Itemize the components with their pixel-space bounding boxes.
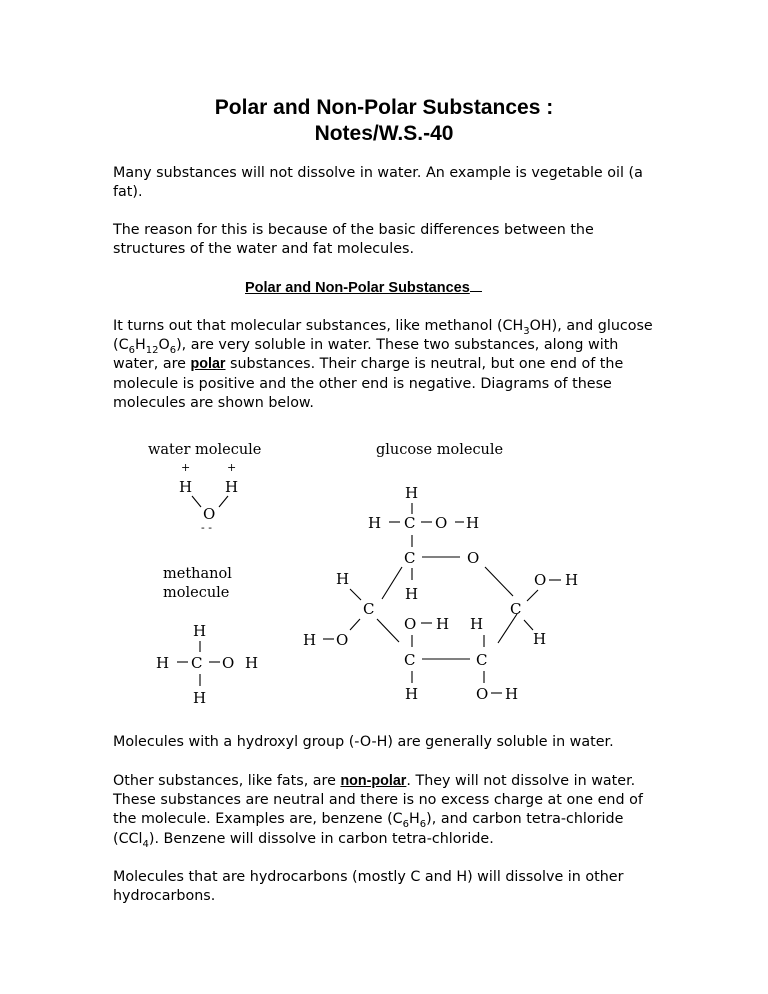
- polar-text-1: It turns out that molecular substances, like methanol (CH: [113, 318, 524, 334]
- methanol-label-1: methanol: [163, 566, 232, 582]
- minus-signs: - -: [201, 521, 212, 534]
- nonpolar-text-3: H: [409, 811, 420, 828]
- plus-sign: +: [181, 461, 191, 474]
- hydroxyl-paragraph: Molecules with a hydroxyl group (-O-H) are generally soluble in water.: [113, 734, 614, 750]
- nonpolar-sub-3: 4: [142, 838, 149, 850]
- title-line-1: Polar and Non-Polar Substances :: [214, 96, 554, 119]
- title-line-2: Notes/W.S.-40: [314, 122, 454, 145]
- glucose-o-atom: O: [435, 514, 448, 532]
- nonpolar-text-5: ). Benzene will dissolve in carbon tetra-chloride.: [148, 830, 494, 847]
- polar-text-4: O: [158, 337, 170, 354]
- glucose-h-atom: H: [505, 685, 519, 703]
- nonpolar-paragraph: [113, 772, 658, 849]
- water-h-atom: H: [225, 478, 239, 496]
- glucose-h-atom: H: [405, 484, 419, 502]
- polar-sub-4: 6: [169, 345, 177, 357]
- methanol-h-atom: H: [193, 622, 207, 640]
- water-h-atom: H: [179, 478, 193, 496]
- glucose-o-atom: O: [404, 615, 417, 633]
- glucose-h-atom: H: [533, 630, 547, 648]
- glucose-o-atom: O: [534, 571, 547, 589]
- methanol-label-2: molecule: [163, 585, 230, 601]
- nonpolar-text-2: . They will not dissolve in water. These substances are neutral and there is no excess charge at one end of the molecule. Examples are, benzene (C: [113, 773, 643, 828]
- polar-text-5: ), are very soluble in water. These two substances, along with water, are: [113, 337, 619, 373]
- nonpolar-keyword: non-polar: [340, 773, 407, 789]
- glucose-c-atom: C: [404, 651, 416, 669]
- glucose-o-atom: O: [336, 631, 349, 649]
- water-o-atom: O: [203, 505, 216, 523]
- nonpolar-sub-2: 6: [419, 819, 427, 831]
- polar-sub-3: 12: [145, 345, 159, 357]
- nonpolar-text-4: ), and carbon tetra-chloride (CCl: [113, 811, 624, 847]
- glucose-ring-o-atom: O: [467, 549, 480, 567]
- polar-sub-2: 6: [128, 345, 135, 357]
- glucose-h-atom: H: [368, 514, 382, 532]
- glucose-h-atom: H: [405, 685, 419, 703]
- glucose-c-atom: C: [404, 549, 416, 567]
- glucose-h-atom: H: [436, 615, 450, 633]
- glucose-h-atom: H: [470, 615, 484, 633]
- water-label: water molecule: [148, 442, 262, 458]
- plus-sign: +: [227, 461, 237, 474]
- glucose-h-atom: H: [565, 571, 579, 589]
- polar-sub-1: 3: [523, 325, 530, 337]
- methanol-h-atom: H: [156, 654, 170, 672]
- polar-text-3: H: [134, 337, 146, 354]
- methanol-o-atom: O: [222, 654, 235, 672]
- glucose-label: glucose molecule: [376, 442, 504, 458]
- methanol-c-atom: C: [191, 654, 203, 672]
- glucose-h-atom: H: [303, 631, 317, 649]
- glucose-h-atom: H: [405, 585, 419, 603]
- glucose-c-atom: C: [510, 600, 522, 618]
- intro-paragraph-2: The reason for this is because of the basic differences between the structures of the water and fat molecules.: [113, 222, 594, 258]
- section-heading-text: Polar and Non-Polar Substances: [245, 280, 470, 296]
- glucose-o-atom: O: [476, 685, 489, 703]
- atom-symbols: [148, 442, 578, 707]
- hydrocarbon-paragraph: Molecules that are hydrocarbons (mostly C and H) will dissolve in other hydrocarbons.: [113, 869, 624, 905]
- polar-text-6: substances. Their charge is neutral, but one end of the molecule is positive and the other end is negative. Diagrams of these molecules are shown below.: [113, 356, 624, 411]
- polar-keyword: polar: [190, 356, 226, 373]
- glucose-c-atom: C: [404, 514, 416, 532]
- intro-paragraph-1: Many substances will not dissolve in water. An example is vegetable oil (a fat).: [113, 165, 643, 201]
- methanol-h-atom: H: [245, 654, 259, 672]
- nonpolar-text-1: Other substances, like fats, are: [113, 773, 341, 789]
- methanol-h-atom: H: [193, 689, 207, 707]
- glucose-h-atom: H: [336, 570, 350, 588]
- nonpolar-sub-1: 6: [402, 819, 410, 831]
- glucose-c-atom: C: [363, 600, 375, 618]
- glucose-h-atom: H: [466, 514, 480, 532]
- polar-text-2: OH), and glucose (C: [113, 318, 653, 354]
- glucose-c-atom: C: [476, 651, 488, 669]
